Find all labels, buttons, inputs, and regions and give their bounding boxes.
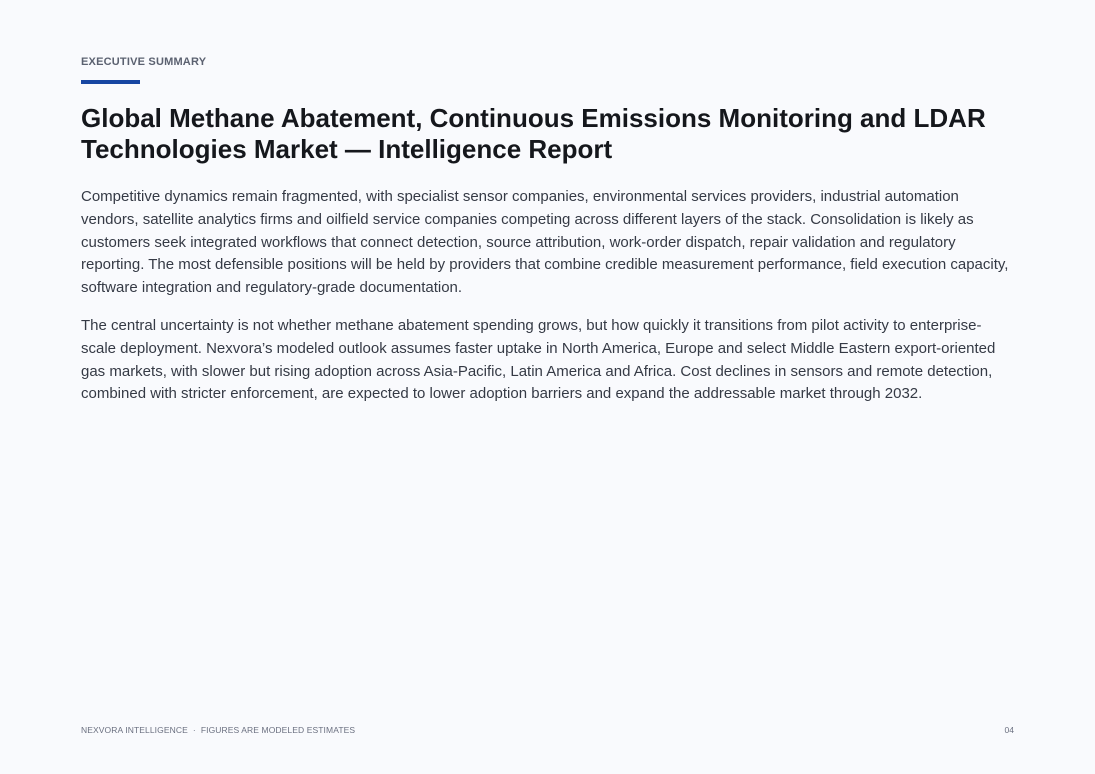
footer-brand: NEXVORA INTELLIGENCE xyxy=(81,725,188,735)
footer-disclaimer: FIGURES ARE MODELED ESTIMATES xyxy=(200,725,356,735)
page-number: 04 xyxy=(1004,725,1014,735)
footer-separator: · xyxy=(192,725,196,735)
body-paragraph: Competitive dynamics remain fragmented, with specialist sensor companies, environmental services providers, industrial automation vendors, satellite analytics firms and oilfield service companies competing across different layers of the stack. Consolidation is likely as customers seek integrated workflows that connect detection, source attribution, work-order dispatch, repair validation and regulatory reporting. The most defensible positions will be held by providers that combine credible measurement performance, field execution capacity, software integration and regulatory-grade documentation. xyxy=(81,188,1009,297)
footer-note xyxy=(81,725,355,735)
page-title: Global Methane Abatement, Continuous Emissions Monitoring and LDAR Technologies Market — Intelligence Report xyxy=(81,103,986,164)
accent-rule xyxy=(81,80,140,84)
report-page xyxy=(81,0,1014,774)
body-paragraph: The central uncertainty is not whether methane abatement spending grows, but how quickly it transitions from pilot activity to enterprise-scale deployment. Nexvora’s modeled outlook assumes faster uptake in North America, Europe and select Middle Eastern export-oriented gas markets, with slower but rising adoption across Asia-Pacific, Latin America and Africa. Cost declines in sensors and remote detection, combined with stricter enforcement, are expected to lower adoption barriers and expand the addressable market through 2032. xyxy=(81,316,996,403)
section-eyebrow: EXECUTIVE SUMMARY xyxy=(81,56,207,68)
summary-body xyxy=(81,186,1014,421)
